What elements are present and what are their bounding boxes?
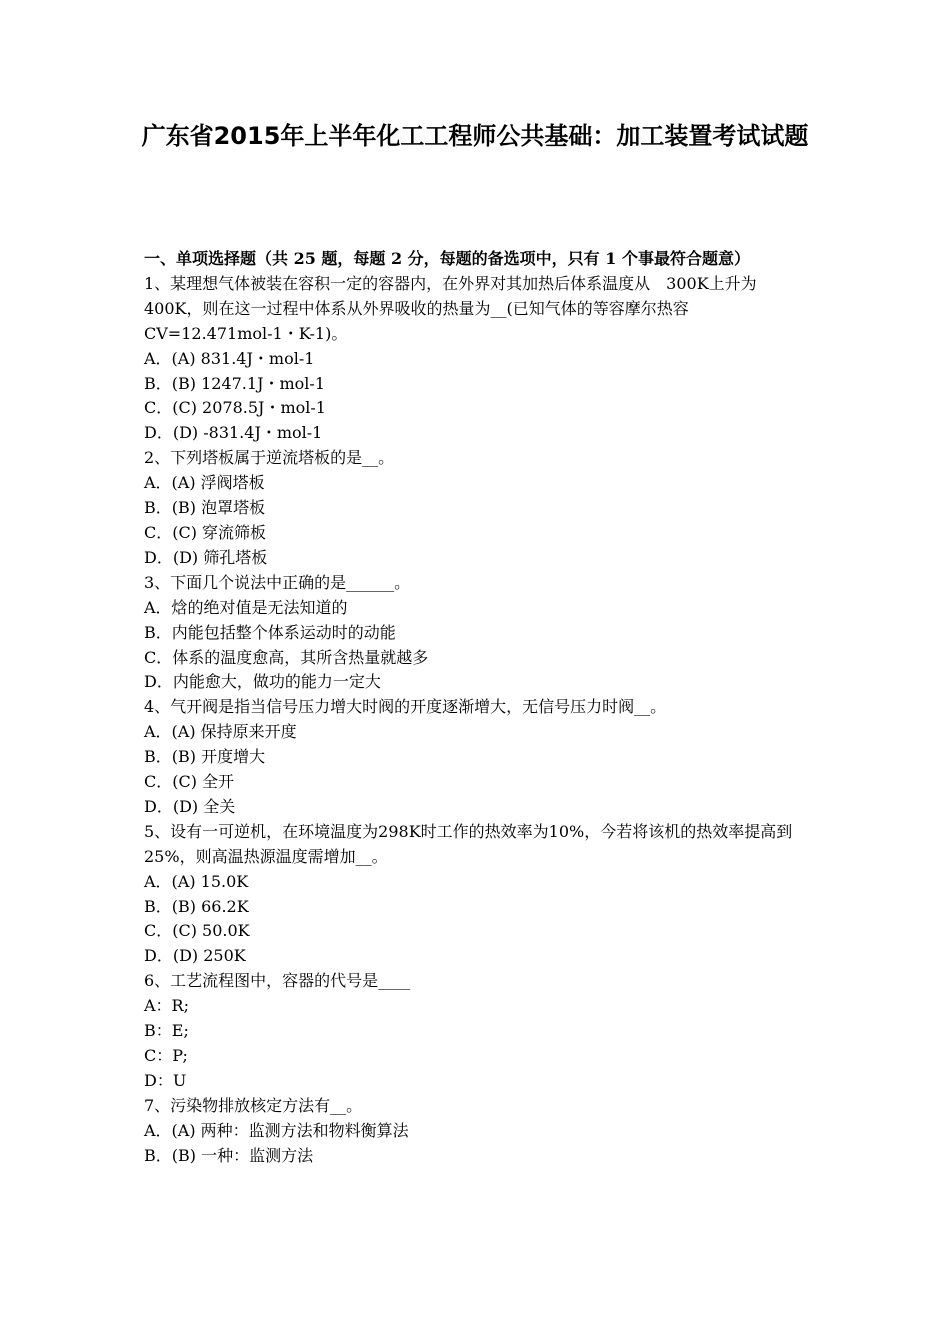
option: A．(A) 两种：监测方法和物料衡算法: [144, 1120, 409, 1140]
option: B：E;: [144, 1021, 189, 1041]
option: D．(D) 250K: [144, 946, 246, 966]
option: C．(C) 2078.5J・mol-1: [144, 398, 326, 418]
option: A：R;: [144, 996, 189, 1016]
question-7-stem: 7、污染物排放核定方法有__。: [144, 1095, 363, 1115]
option: D：U: [144, 1070, 187, 1090]
question-1-stem: 1、某理想气体被装在容积一定的容器内，在外界对其加热后体系温度从 300K上升为400K，则在这一过程中体系从外界吸收的热量为__(已知气体的等容摩尔热容CV=12.471mol-1・K-1)。: [144, 273, 757, 343]
option: B．(B) 1247.1J・mol-1: [144, 373, 325, 393]
option: B．(B) 一种：监测方法: [144, 1145, 314, 1165]
option: D．内能愈大，做功的能力一定大: [144, 672, 381, 692]
question-5-stem: 5、设有一可逆机，在环境温度为298K时工作的热效率为10%，今若将该机的热效率提高到25%，则高温热源温度需增加__。: [144, 821, 793, 866]
option: D．(D) 筛孔塔板: [144, 547, 268, 567]
option: D．(D) 全关: [144, 796, 236, 816]
question-6-stem: 6、工艺流程图中，容器的代号是____: [144, 971, 411, 991]
question-4-stem: 4、气开阀是指当信号压力增大时阀的开度逐渐增大，无信号压力时阀__。: [144, 697, 667, 717]
option: C．(C) 50.0K: [144, 921, 250, 941]
option: B．(B) 开度增大: [144, 747, 266, 767]
option: C．(C) 穿流筛板: [144, 522, 267, 542]
option: A．(A) 831.4J・mol-1: [144, 348, 315, 368]
option: D．(D) -831.4J・mol-1: [144, 423, 323, 443]
section-heading: 一、单项选择题（共 25 题，每题 2 分，每题的备选项中，只有 1 个事最符合题意）: [144, 249, 750, 268]
option: A．(A) 浮阀塔板: [144, 473, 265, 493]
document-title: 广东省2015年上半年化工工程师公共基础：加工装置考试试题: [141, 122, 809, 150]
option: C．体系的温度愈高，其所含热量就越多: [144, 647, 429, 667]
question-2-stem: 2、下列塔板属于逆流塔板的是__。: [144, 448, 395, 468]
option: C．(C) 全开: [144, 772, 235, 792]
option: A．(A) 保持原来开度: [144, 722, 297, 742]
option: C：P;: [144, 1046, 188, 1065]
option: B．(B) 泡罩塔板: [144, 498, 266, 518]
option: B．内能包括整个体系运动时的动能: [144, 622, 396, 642]
option: A．焓的绝对值是无法知道的: [144, 597, 348, 617]
option: B．(B) 66.2K: [144, 896, 249, 916]
question-3-stem: 3、下面几个说法中正确的是______。: [144, 572, 411, 592]
document-body: [144, 247, 808, 1169]
option: A．(A) 15.0K: [144, 871, 249, 891]
